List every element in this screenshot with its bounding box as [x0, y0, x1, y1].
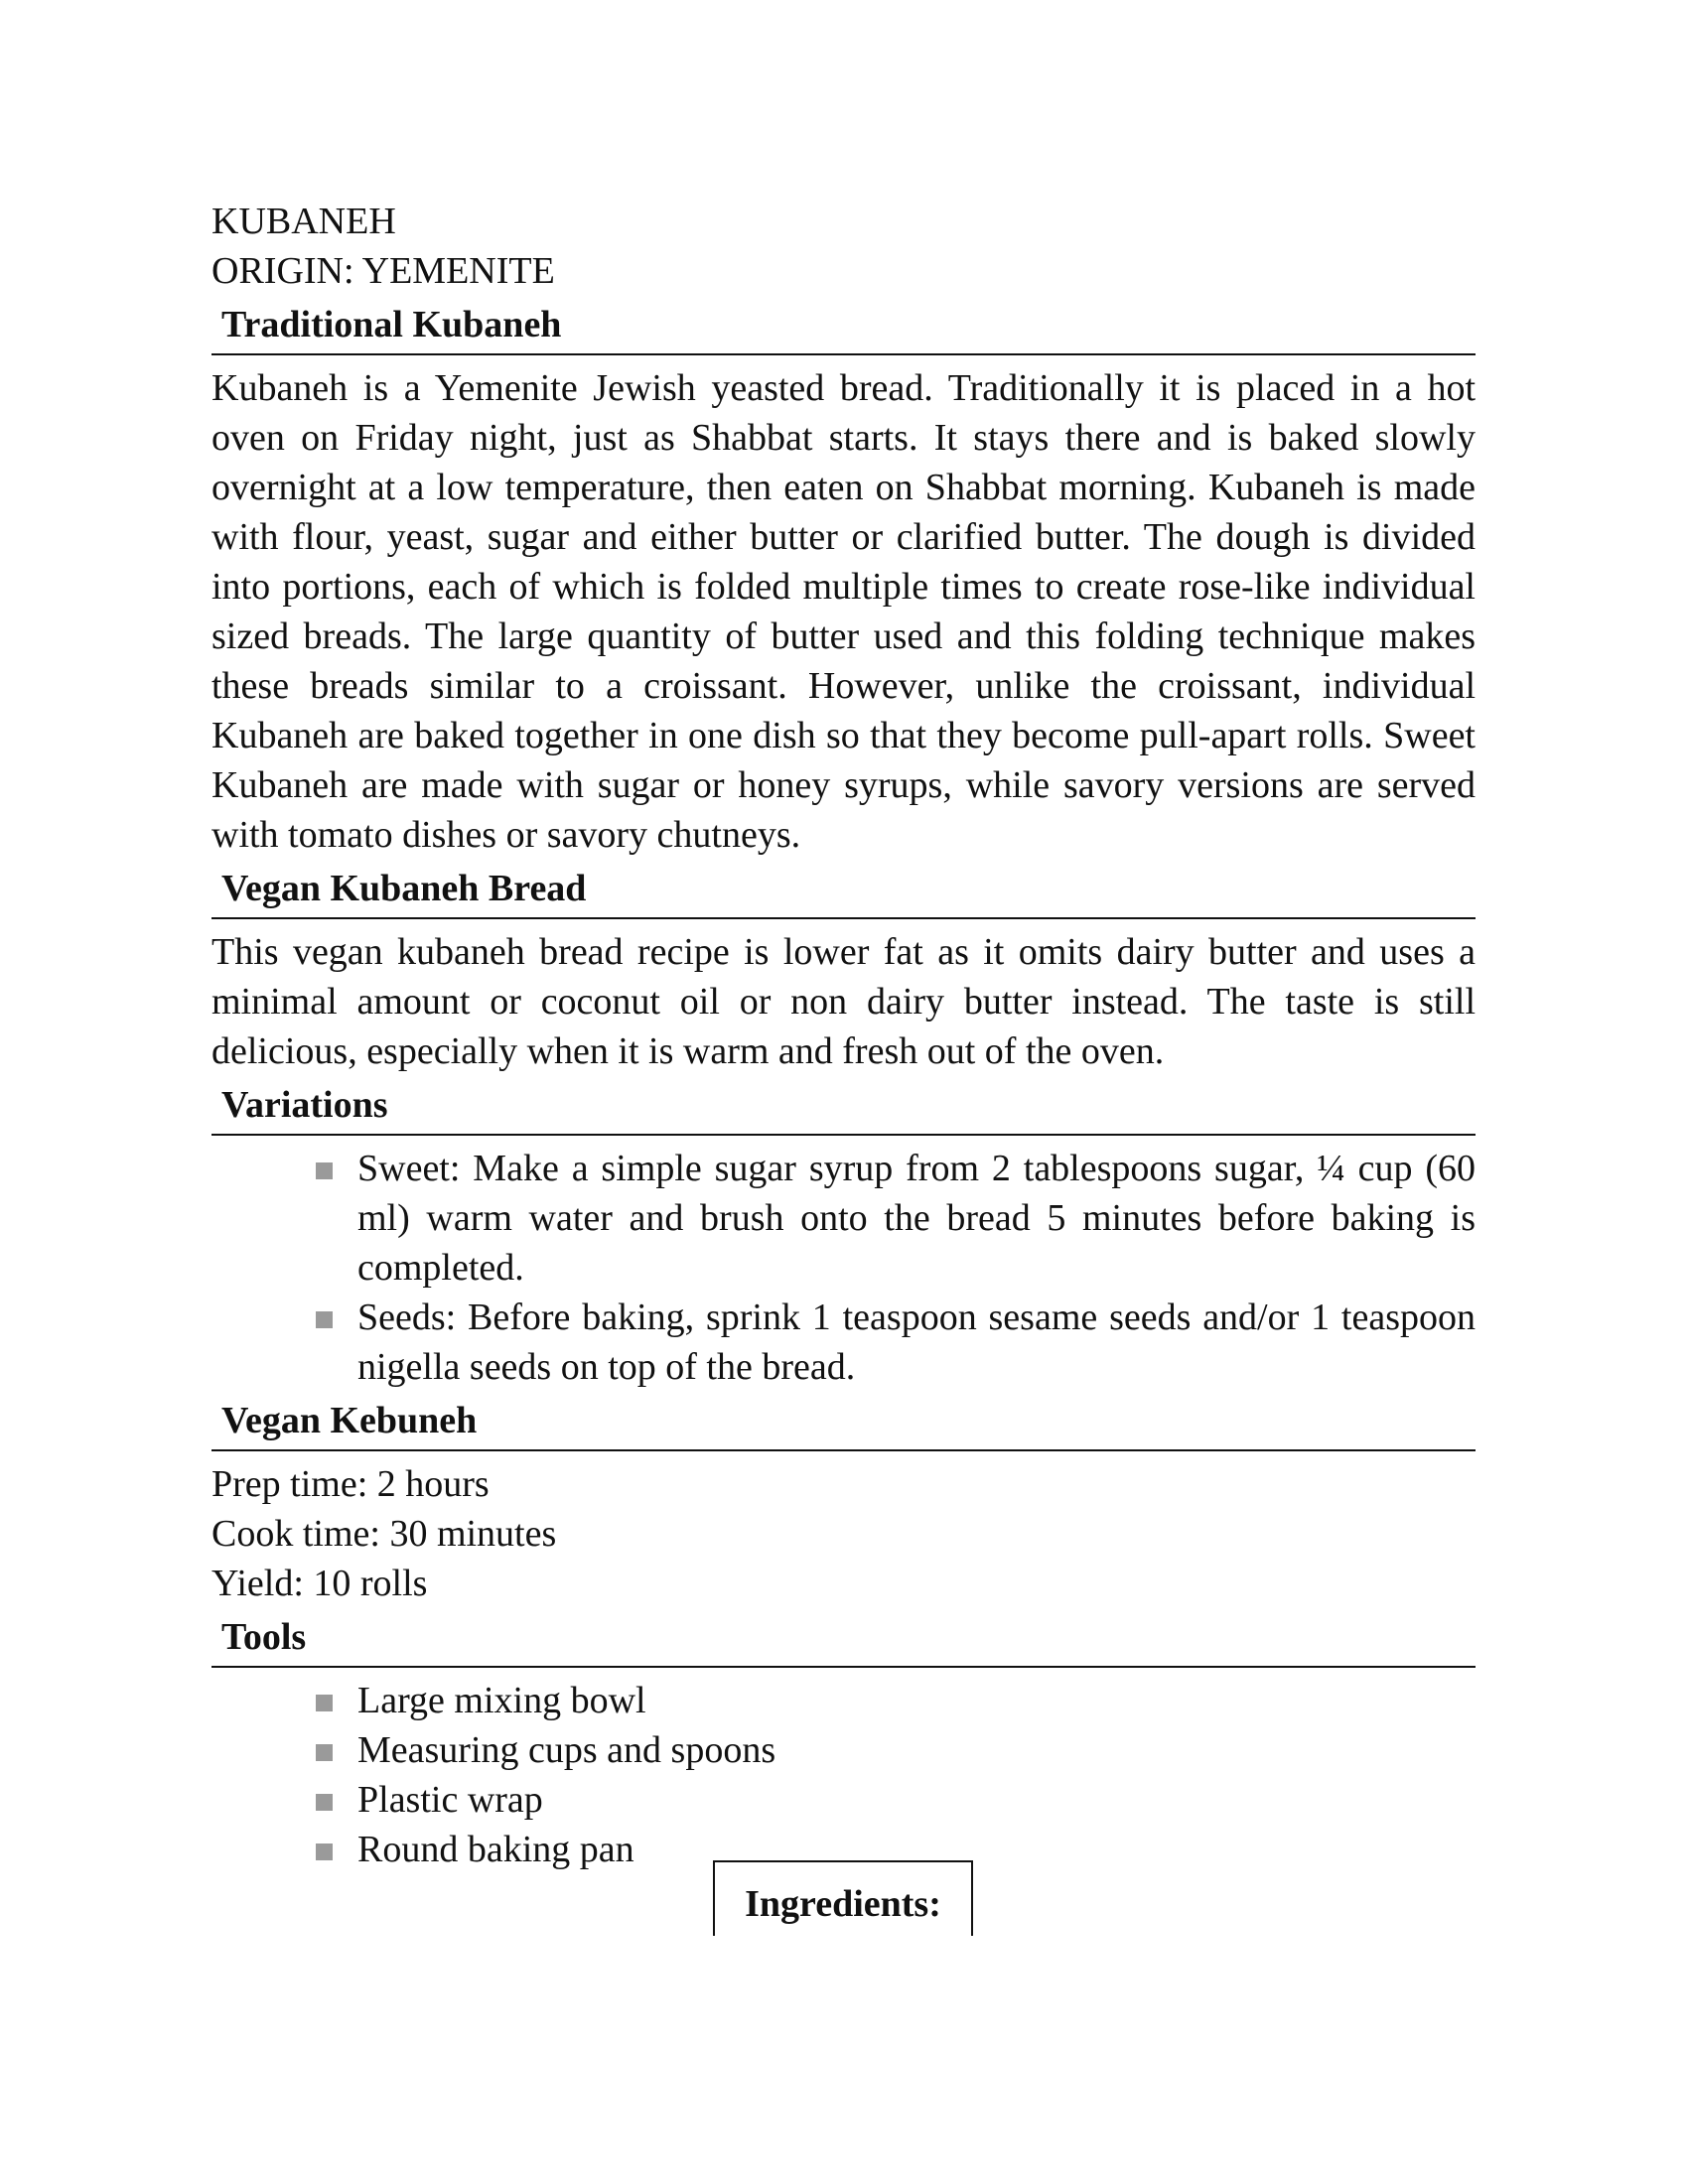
- tool-text: Plastic wrap: [357, 1779, 543, 1821]
- cook-time: Cook time: 30 minutes: [211, 1513, 557, 1555]
- yield: Yield: 10 rolls: [211, 1563, 428, 1604]
- tools-list: [211, 1676, 1476, 1874]
- list-item: [314, 1775, 1476, 1825]
- list-item: [314, 1293, 1476, 1392]
- vegan-bread-paragraph: This vegan kubaneh bread recipe is lower fat as it omits dairy butter and uses a minimal amount or coconut oil or non dairy butter instead. The taste is still delicious, especially when it is warm and fresh out of the oven.: [211, 931, 1476, 1072]
- origin-line: ORIGIN: YEMENITE: [211, 250, 555, 292]
- ingredients-label: Ingredients:: [745, 1883, 941, 1925]
- square-bullet-icon: [316, 1744, 333, 1761]
- square-bullet-icon: [316, 1794, 333, 1811]
- variation-sweet-text: Sweet: Make a simple sugar syrup from 2 tablespoons sugar, ¼ cup (60 ml) warm water and brush onto the bread 5 minutes before baking is completed.: [357, 1148, 1476, 1289]
- vegan-bread-heading: Vegan Kubaneh Bread: [211, 864, 1476, 919]
- tools-heading: Tools: [211, 1612, 1476, 1668]
- square-bullet-icon: [316, 1311, 333, 1328]
- traditional-heading: Traditional Kubaneh: [211, 300, 1476, 355]
- recipe-page: [211, 197, 1476, 1925]
- variations-list: [211, 1144, 1476, 1392]
- list-item: [314, 1676, 1476, 1725]
- tool-text: Round baking pan: [357, 1829, 634, 1870]
- list-item: [314, 1725, 1476, 1775]
- page-title: KUBANEH: [211, 201, 396, 242]
- variations-heading: Variations: [211, 1080, 1476, 1136]
- square-bullet-icon: [316, 1162, 333, 1179]
- recipe-heading: Vegan Kebuneh: [211, 1396, 1476, 1451]
- ingredients-label-box: [713, 1860, 973, 1936]
- prep-time: Prep time: 2 hours: [211, 1463, 490, 1505]
- square-bullet-icon: [316, 1843, 333, 1860]
- variation-seeds-text: Seeds: Before baking, sprink 1 teaspoon sesame seeds and/or 1 teaspoon nigella seeds on top of the bread.: [357, 1297, 1476, 1388]
- list-item: [314, 1144, 1476, 1293]
- traditional-paragraph: Kubaneh is a Yemenite Jewish yeasted bread. Traditionally it is placed in a hot oven on Friday night, just as Shabbat starts. It stays there and is baked slowly overnight at a low temperature, then eaten on Shabbat morning. Kubaneh is made with flour, yeast, sugar and either butter or clarified butter. The dough is divided into portions, each of which is folded multiple times to create rose-like individual sized breads. The large quantity of butter used and this folding technique makes these breads similar to a croissant. However, unlike the croissant, individual Kubaneh are baked together in one dish so that they become pull-apart rolls. Sweet Kubaneh are made with sugar or honey syrups, while savory versions are served with tomato dishes or savory chutneys.: [211, 367, 1476, 856]
- tool-text: Large mixing bowl: [357, 1680, 646, 1721]
- tool-text: Measuring cups and spoons: [357, 1729, 776, 1771]
- square-bullet-icon: [316, 1695, 333, 1711]
